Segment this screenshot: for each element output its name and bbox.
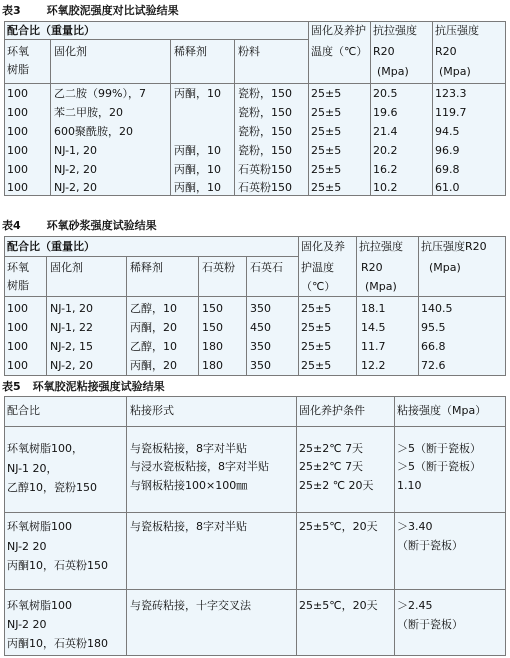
table3-header-compressive-2: R20 xyxy=(435,45,457,58)
table5-cell-mix: NJ-2 20 xyxy=(7,540,47,553)
table4-cell-curing-agent: NJ-1, 22 xyxy=(50,321,94,334)
table4-cell-tensile: 18.1 xyxy=(361,302,386,315)
table5-cell-mix: 环氧树脂100， xyxy=(7,442,83,455)
table4-cell-quartz-stone: 350 xyxy=(250,359,271,372)
table3-cell-cure: 25±5 xyxy=(311,163,342,176)
table3-caption xyxy=(2,5,179,16)
table3-cell-compressive: 94.5 xyxy=(435,125,460,138)
table3-header-mix: 配合比（重量比） xyxy=(7,24,95,37)
table3-header-tensile-3: (Mpa) xyxy=(377,65,409,78)
table4-cell-diluent: 乙醇，10 xyxy=(130,302,177,315)
table4-header-compressive-2: (Mpa) xyxy=(429,261,461,274)
table4-cell-curing-agent: NJ-2, 20 xyxy=(50,359,94,372)
table3-header-tensile-2: R20 xyxy=(373,45,395,58)
table4-cell-quartz-stone: 450 xyxy=(250,321,271,334)
table5-cell-cure: 25±5℃，20天 xyxy=(299,520,378,533)
table3-title: 环氧胶泥强度对比试验结果 xyxy=(46,4,179,17)
table5-cell-strength: 1.10 xyxy=(397,479,422,492)
table3-cell-compressive: 123.3 xyxy=(435,87,467,100)
table4-cell-compressive: 140.5 xyxy=(421,302,453,315)
table3-cell-compressive: 61.0 xyxy=(435,181,460,194)
table4-header-resin-2: 树脂 xyxy=(7,279,29,292)
table3-header-resin-2: 树脂 xyxy=(7,63,29,76)
table5-header-strength: 粘接强度（Mpa） xyxy=(397,404,487,417)
table4-header-tensile-3: (Mpa) xyxy=(365,280,397,293)
table4-header-diluent: 稀释剂 xyxy=(130,261,163,274)
table4-cell-compressive: 72.6 xyxy=(421,359,446,372)
table4-header-cure-2: 护温度 xyxy=(301,261,334,274)
table3-cell-powder: 瓷粉，150 xyxy=(238,87,292,100)
table3-header-cure-2: 温度（℃） xyxy=(311,45,368,58)
table4-cell-compressive: 66.8 xyxy=(421,340,446,353)
table4-header-tensile-1: 抗拉强度 xyxy=(359,240,403,253)
table3-number: 表3 xyxy=(2,4,21,17)
table5-cell-cure: 25±2℃ 7天 xyxy=(299,442,364,455)
table3-cell-diluent: 丙酮，10 xyxy=(174,87,221,100)
table5-cell-strength: （断于瓷板） xyxy=(397,539,463,552)
table5-header-bond-form: 粘接形式 xyxy=(130,404,174,417)
table4-cell-diluent: 丙酮，20 xyxy=(130,321,177,334)
table4-cell-tensile: 12.2 xyxy=(361,359,386,372)
table5-cell-mix: 丙酮10，石英粉180 xyxy=(7,637,108,650)
table5-cell-bond-form: 与瓷砖粘接，十字交叉法 xyxy=(130,599,251,612)
table3-cell-resin: 100 xyxy=(7,181,28,194)
table3-cell-cure: 25±5 xyxy=(311,125,342,138)
table4-cell-tensile: 14.5 xyxy=(361,321,386,334)
table5-caption xyxy=(2,381,165,392)
table4-header-mix: 配合比（重量比） xyxy=(7,240,95,253)
table3-cell-cure: 25±5 xyxy=(311,181,342,194)
table5-cell-strength: ＞3.40 xyxy=(397,520,433,533)
table3-cell-resin: 100 xyxy=(7,163,28,176)
table5-cell-mix: 乙醇10，瓷粉150 xyxy=(7,481,97,494)
table4-title: 环氧砂浆强度试验结果 xyxy=(46,219,157,232)
table4-cell-resin: 100 xyxy=(7,321,28,334)
table4-header-resin-1: 环氧 xyxy=(7,261,29,274)
table3-cell-curing-agent: 乙二胺（99%），7 xyxy=(54,87,146,100)
table4-cell-quartz-powder: 180 xyxy=(202,340,223,353)
table3-cell-diluent: 丙酮，10 xyxy=(174,181,221,194)
table5 xyxy=(4,396,506,656)
table3-cell-cure: 25±5 xyxy=(311,106,342,119)
table5-header-cure: 固化养护条件 xyxy=(299,404,365,417)
table3-cell-curing-agent: NJ-2, 20 xyxy=(54,163,98,176)
table3 xyxy=(4,21,506,196)
table4-caption xyxy=(2,220,157,231)
table4-cell-compressive: 95.5 xyxy=(421,321,446,334)
table5-cell-bond-form: 与浸水瓷板粘接，8字对半贴 xyxy=(130,460,269,473)
table5-cell-strength: ＞5（断于瓷板） xyxy=(397,442,481,455)
table5-title: 环氧胶泥粘接强度试验结果 xyxy=(32,380,165,393)
table5-cell-bond-form: 与瓷板粘接，8字对半贴 xyxy=(130,520,247,533)
table4-cell-cure: 25±5 xyxy=(301,359,332,372)
table4-cell-curing-agent: NJ-1, 20 xyxy=(50,302,94,315)
table4-cell-curing-agent: NJ-2, 15 xyxy=(50,340,94,353)
table4-header-cure-3: （℃） xyxy=(301,280,336,293)
table3-cell-curing-agent: NJ-2, 20 xyxy=(54,181,98,194)
table3-cell-compressive: 119.7 xyxy=(435,106,467,119)
table5-cell-mix: NJ-1 20， xyxy=(7,462,58,475)
table3-cell-cure: 25±5 xyxy=(311,144,342,157)
table5-cell-mix: NJ-2 20 xyxy=(7,618,47,631)
table4-number: 表4 xyxy=(2,219,21,232)
table5-cell-mix: 环氧树脂100 xyxy=(7,520,72,533)
table4-header-tensile-2: R20 xyxy=(361,261,383,274)
table4-cell-resin: 100 xyxy=(7,359,28,372)
table3-cell-curing-agent: 苯二甲胺，20 xyxy=(54,106,123,119)
table5-number: 表5 xyxy=(2,380,21,393)
table4-header-curing-agent: 固化剂 xyxy=(50,261,83,274)
table3-cell-cure: 25±5 xyxy=(311,87,342,100)
table3-cell-tensile: 20.2 xyxy=(373,144,398,157)
table5-cell-bond-form: 与钢板粘接100×100㎜ xyxy=(130,479,248,492)
table4-cell-diluent: 丙酮，20 xyxy=(130,359,177,372)
table4-cell-resin: 100 xyxy=(7,302,28,315)
table4-cell-quartz-stone: 350 xyxy=(250,340,271,353)
table3-cell-tensile: 19.6 xyxy=(373,106,398,119)
table3-cell-diluent: 丙酮，10 xyxy=(174,163,221,176)
table4-cell-cure: 25±5 xyxy=(301,340,332,353)
table4-cell-quartz-powder: 180 xyxy=(202,359,223,372)
table3-header-resin-1: 环氧 xyxy=(7,45,29,58)
table3-header-powder: 粉料 xyxy=(238,45,260,58)
table3-header-tensile-1: 抗拉强度 xyxy=(373,24,417,37)
table3-cell-powder: 石英粉150 xyxy=(238,181,292,194)
table4-cell-cure: 25±5 xyxy=(301,302,332,315)
table4-cell-cure: 25±5 xyxy=(301,321,332,334)
table3-cell-diluent: 丙酮，10 xyxy=(174,144,221,157)
table3-cell-resin: 100 xyxy=(7,87,28,100)
table4-cell-resin: 100 xyxy=(7,340,28,353)
table5-cell-mix: 丙酮10，石英粉150 xyxy=(7,559,108,572)
table5-cell-cure: 25±2 ℃ 20天 xyxy=(299,479,374,492)
table5-cell-mix: 环氧树脂100 xyxy=(7,599,72,612)
table3-cell-tensile: 21.4 xyxy=(373,125,398,138)
table3-cell-resin: 100 xyxy=(7,106,28,119)
table4-cell-quartz-powder: 150 xyxy=(202,302,223,315)
table4-header-compressive-1: 抗压强度R20 xyxy=(421,240,487,253)
table4 xyxy=(4,236,506,376)
table3-cell-powder: 瓷粉，150 xyxy=(238,144,292,157)
table3-cell-resin: 100 xyxy=(7,125,28,138)
table3-cell-compressive: 96.9 xyxy=(435,144,460,157)
table3-header-cure-1: 固化及养护 xyxy=(311,24,366,37)
table3-cell-curing-agent: NJ-1, 20 xyxy=(54,144,98,157)
table3-cell-powder: 石英粉150 xyxy=(238,163,292,176)
table4-header-quartz-powder: 石英粉 xyxy=(202,261,235,274)
table5-cell-cure: 25±2℃ 7天 xyxy=(299,460,364,473)
table3-cell-tensile: 20.5 xyxy=(373,87,398,100)
table4-header-quartz-stone: 石英石 xyxy=(250,261,283,274)
table4-cell-diluent: 乙醇，10 xyxy=(130,340,177,353)
table3-cell-resin: 100 xyxy=(7,144,28,157)
table4-header-cure-1: 固化及养 xyxy=(301,240,345,253)
table3-cell-compressive: 69.8 xyxy=(435,163,460,176)
table5-cell-strength: （断于瓷板） xyxy=(397,618,463,631)
table3-cell-tensile: 16.2 xyxy=(373,163,398,176)
table5-header-mix: 配合比 xyxy=(7,404,40,417)
table3-cell-powder: 瓷粉，150 xyxy=(238,106,292,119)
table5-cell-cure: 25±5℃，20天 xyxy=(299,599,378,612)
table4-cell-quartz-stone: 350 xyxy=(250,302,271,315)
table3-cell-tensile: 10.2 xyxy=(373,181,398,194)
table5-cell-strength: ＞2.45 xyxy=(397,599,433,612)
table3-header-curing-agent: 固化剂 xyxy=(54,45,87,58)
table3-header-compressive-1: 抗压强度 xyxy=(435,24,479,37)
table5-cell-strength: ＞5（断于瓷板） xyxy=(397,460,481,473)
table3-cell-curing-agent: 600聚酰胺，20 xyxy=(54,125,133,138)
table3-header-diluent: 稀释剂 xyxy=(174,45,207,58)
table4-cell-quartz-powder: 150 xyxy=(202,321,223,334)
table3-cell-powder: 瓷粉，150 xyxy=(238,125,292,138)
table3-header-compressive-3: (Mpa) xyxy=(439,65,471,78)
table5-cell-bond-form: 与瓷板粘接，8字对半贴 xyxy=(130,442,247,455)
table4-cell-tensile: 11.7 xyxy=(361,340,386,353)
